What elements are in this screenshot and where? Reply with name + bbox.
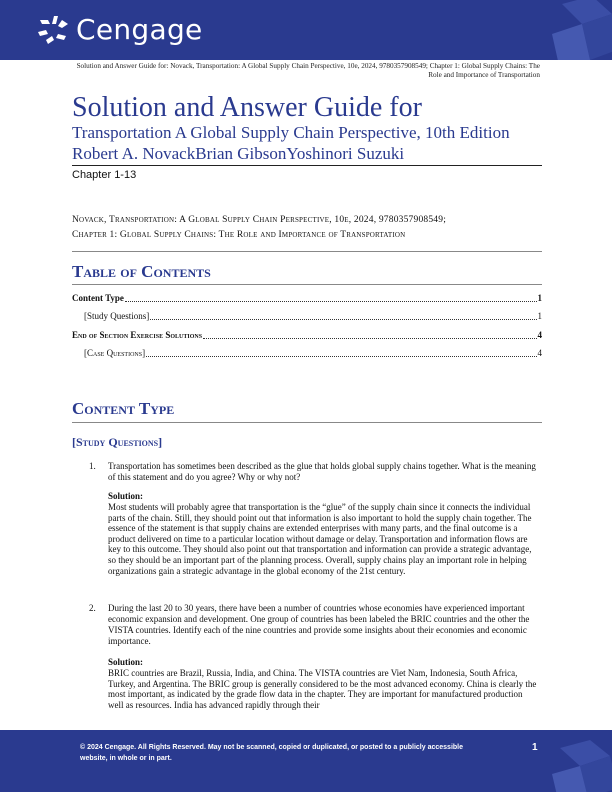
solution-text: BRIC countries are Brazil, Russia, India, and China. The VISTA countries are Viet Nam, Indonesia, South Africa, Turkey, and Argentina. The BRIC group is generally considered to be the most advanced economy. China is clearly the most important, as indicated by the grade flow data in the chapter. They are important for manufactured production well as resources. India has advanced rapidly through their — [108, 668, 537, 710]
toc-entry-page: 1 — [537, 311, 542, 321]
running-head: Solution and Answer Guide for: Novack, Transportation: A Global Supply Chain Perspective, 10e, 2024, 9780357908549; Chapter 1: Global Supply Chains: The Role and Importance of Transportation — [76, 62, 540, 79]
toc-entry-label: End of Section Exercise Solutions — [72, 330, 203, 340]
toc-leader — [125, 301, 537, 302]
toc-entry-page: 1 — [537, 293, 542, 303]
toc-entry-label: Content Type — [72, 293, 124, 303]
toc-entry-label: [Study Questions] — [84, 311, 150, 321]
solution-label: Solution: — [108, 657, 144, 667]
page-number: 1 — [532, 742, 538, 753]
citation-divider — [72, 251, 542, 252]
toc-entry-page: 4 — [537, 348, 542, 358]
book-authors: Robert A. NovackBrian GibsonYoshinori Suzuki — [72, 144, 405, 163]
toc-entry-label: [Case Questions] — [84, 348, 146, 358]
question-text: Transportation has sometimes been described as the glue that holds global supply chains together. What is the meaning of this statement and do you agree? Why or why not? — [108, 461, 536, 482]
question-number: 2. — [89, 603, 96, 613]
question-number: 1. — [89, 461, 96, 471]
footer-band — [0, 730, 612, 792]
title-divider — [72, 165, 542, 166]
copyright-notice: © 2024 Cengage. All Rights Reserved. May not be scanned, copied or duplicated, or posted to a publicly accessible website, in whole or in part. — [80, 744, 464, 762]
citation-line-2: Chapter 1: Global Supply Chains: The Role and Importance of Transportation — [72, 230, 406, 240]
solution-text: Most students will probably agree that transportation is the “glue” of the supply chain since it connects the individual parts of the chain. Still, they should point out that information is also important to hold the supply chain together. The essence of the statement is that supply chains are extended enterprises with many parts, and the final outcome is a product delivered on time to a particular location without damage or delay. Transportation and information flows are key to this outcome. They should also point out that transportation and information can provide a strategic advantage, so they should be an important part of the planning process. Overall, supply chains play an important role in helping organizations gain a strategic advantage in the global economy of the 21st century. — [108, 502, 532, 576]
subsection-heading: [Study Questions] — [72, 435, 163, 449]
solution-label: Solution: — [108, 491, 144, 501]
toc-entry[interactable] — [72, 330, 542, 341]
cengage-logo-icon — [36, 14, 70, 46]
toc-heading: Table of Contents — [72, 262, 211, 281]
book-subtitle: Transportation A Global Supply Chain Perspective, 10th Edition — [72, 123, 510, 142]
toc-entry[interactable] — [72, 293, 542, 304]
toc-divider — [72, 284, 542, 285]
decorative-cubes-icon — [550, 738, 612, 792]
toc-leader — [146, 356, 536, 357]
toc-leader — [150, 319, 536, 320]
toc-entry[interactable] — [84, 311, 542, 322]
section-heading: Content Type — [72, 399, 175, 418]
brand-logo — [36, 14, 203, 46]
toc-leader — [203, 338, 536, 339]
toc-entry[interactable] — [84, 348, 542, 359]
page-title: Solution and Answer Guide for — [72, 92, 422, 123]
toc-entry-page: 4 — [537, 330, 542, 340]
chapter-range: Chapter 1-13 — [72, 169, 137, 181]
question-text: During the last 20 to 30 years, there have been a number of countries whose economies have experienced important economic expansion and development. One group of countries has been labeled the BRIC countries and the other the VISTA countries. Identify each of the nine countries and provide some insights about their economies and economic importance. — [108, 603, 530, 646]
decorative-cubes-icon — [542, 0, 612, 60]
header-band — [0, 0, 612, 60]
section-divider — [72, 422, 542, 423]
citation-line-1: Novack, Transportation: A Global Supply Chain Perspective, 10e, 2024, 9780357908549; — [72, 215, 447, 225]
brand-name: Cengage — [76, 13, 203, 46]
